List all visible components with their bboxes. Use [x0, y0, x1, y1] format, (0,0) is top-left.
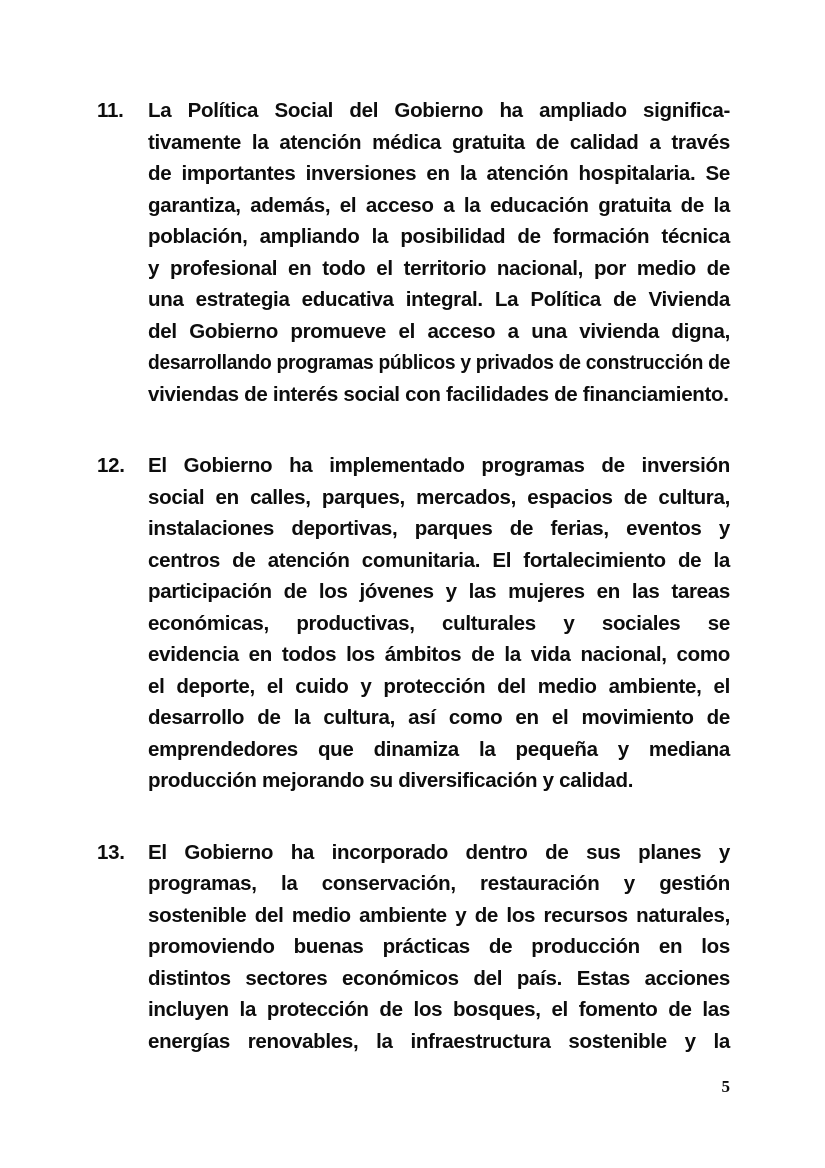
text-line-content: centros de atención comunitaria. El fortalecimiento de la: [148, 548, 730, 572]
text-line-content: población, ampliando la posibilidad de formación técnica: [148, 225, 730, 248]
text-line-content: viviendas de interés social con facilidades de financiamiento.: [148, 382, 729, 406]
text-line-content: una estrategia educativa integral. La Política de Vivienda: [148, 288, 730, 311]
text-line: [148, 734, 730, 766]
text-line: [148, 347, 730, 379]
text-line-content: energías renovables, la infraestructura sostenible y la: [148, 1029, 730, 1053]
text-line-content: instalaciones deportivas, parques de ferias, eventos y: [148, 517, 730, 540]
text-line: [148, 702, 730, 734]
text-line: [148, 221, 730, 253]
paragraph-number: 13.: [97, 840, 125, 864]
text-line-content: promoviendo buenas prácticas de producción en los: [148, 935, 730, 958]
text-line: [148, 868, 730, 900]
page-number: 5: [721, 1077, 730, 1096]
text-line-content: producción mejorando su diversificación y calidad.: [148, 769, 634, 792]
paragraph-number: 11.: [97, 99, 124, 122]
text-line-content: El Gobierno ha incorporado dentro de sus planes y: [148, 840, 730, 864]
paragraph-body: [148, 837, 730, 1058]
paragraph-number: 12.: [97, 454, 125, 477]
paragraph-body: [148, 450, 730, 797]
text-line-content: programas, la conservación, restauración y gestión: [148, 872, 730, 895]
text-line: [148, 576, 730, 608]
text-line: [148, 837, 730, 869]
text-line: [148, 900, 730, 932]
text-line: [148, 253, 730, 285]
text-line-content: el deporte, el cuido y protección del medio ambiente, el: [148, 674, 730, 698]
text-line-content: económicas, productivas, culturales y sociales se: [148, 611, 730, 635]
text-line: [148, 608, 730, 640]
text-line: [148, 639, 730, 671]
text-line: [148, 1026, 730, 1058]
text-line: [148, 158, 730, 190]
text-line: [148, 284, 730, 316]
text-line-content: distintos sectores económicos del país. Estas acciones: [148, 966, 730, 990]
text-line-content: participación de los jóvenes y las mujeres en las tareas: [148, 580, 730, 603]
text-line-content: sostenible del medio ambiente y de los recursos naturales,: [148, 903, 730, 927]
text-line-content: desarrollo de la cultura, así como en el movimiento de: [148, 706, 730, 729]
text-line-content: desarrollando programas públicos y privados de construcción de: [148, 351, 730, 374]
text-line-content: El Gobierno ha implementado programas de inversión: [148, 454, 730, 477]
paragraph-item: [97, 95, 730, 410]
text-line-content: social en calles, parques, mercados, espacios de cultura,: [148, 485, 730, 509]
text-line: [148, 931, 730, 963]
text-line: [148, 190, 730, 222]
text-line-content: y profesional en todo el territorio nacional, por medio de: [148, 256, 730, 280]
text-line: [148, 316, 730, 348]
text-line: [148, 545, 730, 577]
text-line: [148, 482, 730, 514]
text-line: [148, 127, 730, 159]
text-line-content: emprendedores que dinamiza la pequeña y mediana: [148, 737, 730, 761]
paragraph-body: [148, 95, 730, 410]
text-line-content: garantiza, además, el acceso a la educación gratuita de la: [148, 193, 730, 217]
text-line: [148, 963, 730, 995]
text-line: [148, 450, 730, 482]
text-line-content: de importantes inversiones en la atención hospitalaria. Se: [148, 162, 730, 185]
text-line-content: incluyen la protección de los bosques, el fomento de las: [148, 998, 730, 1021]
text-line: [148, 671, 730, 703]
text-line: [148, 379, 730, 411]
text-line: [148, 95, 730, 127]
text-line: [148, 994, 730, 1026]
text-line-content: La Política Social del Gobierno ha ampliado significa-: [148, 99, 730, 122]
text-line-content: del Gobierno promueve el acceso a una vivienda digna,: [148, 319, 730, 343]
text-line-content: evidencia en todos los ámbitos de la vida nacional, como: [148, 643, 730, 666]
paragraph-item: [97, 837, 730, 1058]
text-line-content: tivamente la atención médica gratuita de calidad a través: [148, 130, 730, 154]
paragraph-item: [97, 450, 730, 797]
paragraph-list: [97, 95, 730, 1097]
text-line: [148, 513, 730, 545]
text-line: [148, 765, 730, 797]
